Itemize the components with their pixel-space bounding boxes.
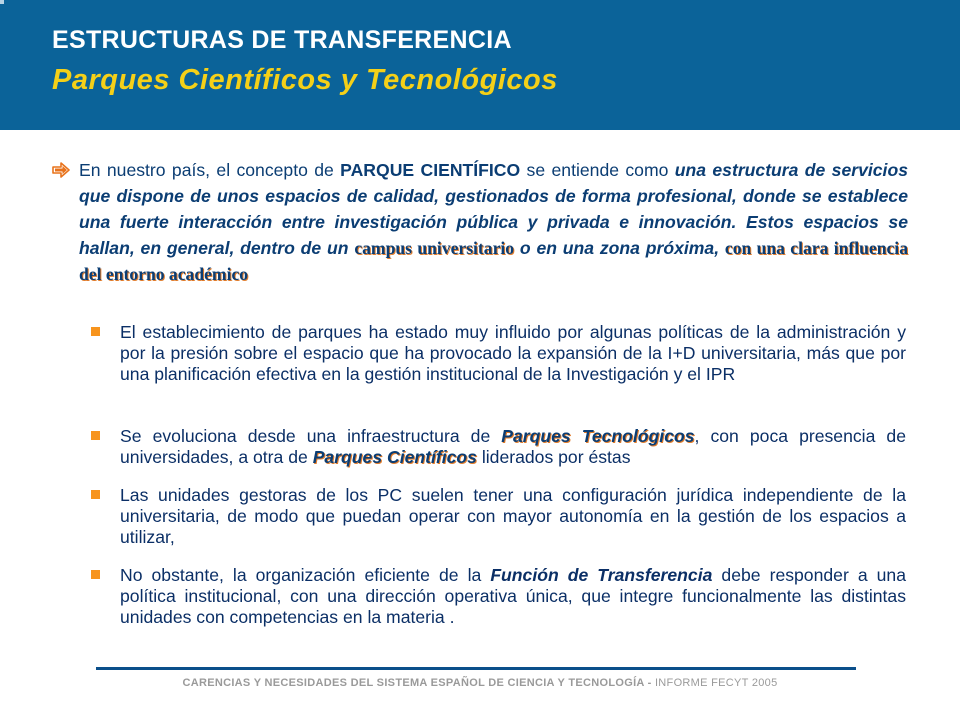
main-text-3: se entiende como (520, 160, 675, 180)
footer-report-title: CARENCIAS Y NECESIDADES DEL SISTEMA ESPAÑOL DE CIENCIA Y TECNOLOGÍA - (182, 677, 655, 689)
sub-2-text-1: Se evoluciona desde una infraestructura de (120, 426, 502, 446)
main-text-4: una estructura de servicios que dispone de unos espacios de calidad, gestionados de forma profesional, donde se establece una fuerte interacción entre investigación pública y privada e innovación. Estos espacios se hallan, en general, dentro de un (79, 160, 908, 258)
sub-3-text: Las unidades gestoras de los PC suelen tener una configuración jurídica independiente de la universitaria, de modo que puedan operar con mayor autonomía en la gestión de los espacios a utilizar, (120, 485, 906, 547)
main-text-5: campus universitario (354, 238, 515, 258)
main-text-2: PARQUE CIENTÍFICO (340, 160, 521, 180)
slide-title: ESTRUCTURAS DE TRANSFERENCIA (52, 26, 512, 54)
sub-point-1 (120, 322, 906, 385)
sub-4-text-1: No obstante, la organización eficiente de la (120, 565, 491, 585)
main-text-1: En nuestro país, el concepto de (79, 160, 341, 180)
sub-2-text-3: , con poca presencia de universidades, a otra de (120, 426, 906, 467)
bullet-square-icon (91, 431, 100, 440)
bullet-square-icon (91, 490, 100, 499)
main-paragraph (79, 157, 908, 287)
sub-point-3 (120, 485, 906, 548)
arrow-right-icon (52, 162, 70, 178)
slide-subtitle: Parques Científicos y Tecnológicos (52, 64, 558, 96)
sub-2-text-5: liderados por éstas (476, 447, 631, 467)
bullet-square-icon (91, 570, 100, 579)
bullet-square-icon (91, 327, 100, 336)
sub-point-4 (120, 565, 906, 628)
sub-4-text-2: Función de Transferencia (490, 565, 713, 585)
footer-report-source: INFORME FECYT 2005 (654, 677, 778, 689)
sub-4-text-3: debe responder a una política institucional, con una dirección operativa única, que integre funcionalmente las distintas unidades con competencias en la materia . (120, 565, 906, 627)
sub-1-text: El establecimiento de parques ha estado muy influido por algunas políticas de la administración y por la presión sobre el espacio que ha provocado la expansión de la I+D universitaria, más que por una planificación efectiva en la gestión institucional de la Investigación y el IPR (120, 322, 906, 384)
main-text-7: con una clara influencia del entorno académico (79, 238, 908, 284)
sub-2-text-2: Parques Tecnológicos (501, 426, 695, 446)
sub-point-2 (120, 426, 906, 468)
footer-divider (96, 667, 856, 670)
footer (0, 677, 960, 689)
sub-2-text-4: Parques Científicos (312, 447, 477, 467)
main-text-6: o en una zona próxima, (514, 238, 725, 258)
